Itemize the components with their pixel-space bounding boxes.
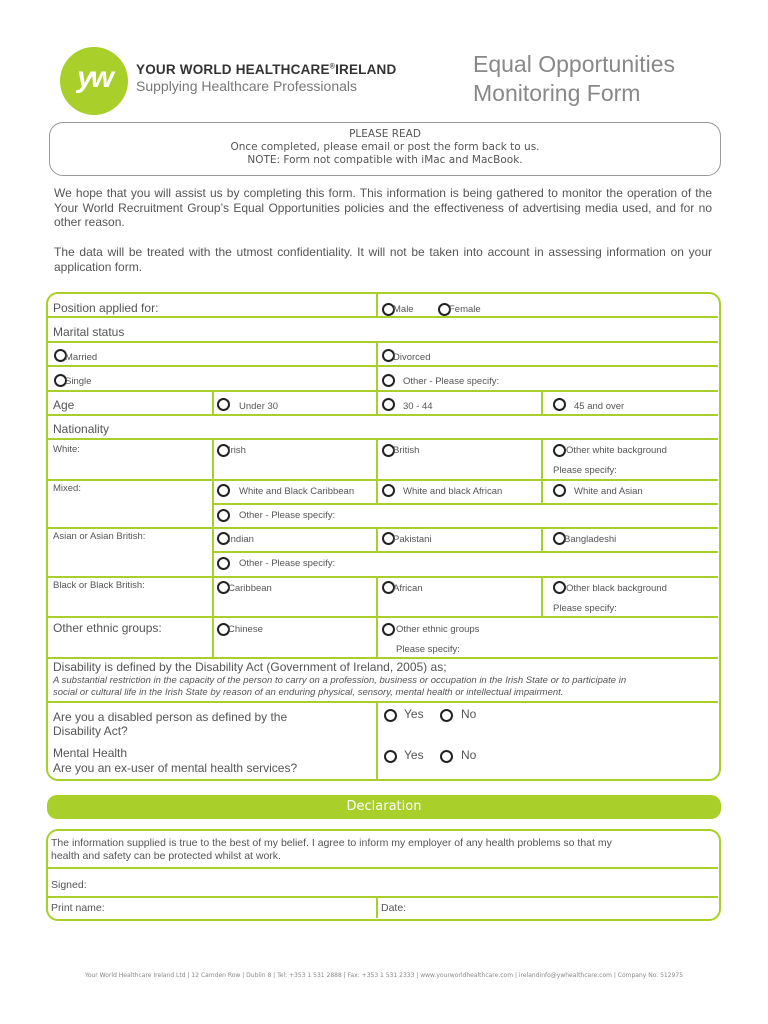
other-ethnic-radio[interactable] xyxy=(382,623,395,636)
other-white-radio[interactable] xyxy=(553,444,566,457)
asian-label: Asian or Asian British: xyxy=(53,531,146,542)
age30-44-radio[interactable] xyxy=(382,398,395,411)
under30-radio[interactable] xyxy=(217,398,230,411)
disabled-question: Disability Act? xyxy=(53,724,128,738)
mental-health-label: Mental Health xyxy=(53,746,128,760)
pakistani-label: Pakistani xyxy=(393,534,432,545)
disabled-yes-radio[interactable] xyxy=(384,709,397,722)
disabled-yes-label: Yes xyxy=(404,707,424,721)
declaration-text: health and safety can be protected whilst at work. xyxy=(51,850,281,862)
intro-paragraph: The data will be treated with the utmost confidentiality. It will not be taken into account in assessing information on your application form. xyxy=(54,245,712,274)
signed-field[interactable]: Signed: xyxy=(51,879,87,891)
mental-health-question: Are you an ex-user of mental health services? xyxy=(53,761,298,775)
married-label: Married xyxy=(65,352,98,363)
african-label: African xyxy=(393,583,423,594)
disabled-no-label: No xyxy=(461,707,477,721)
other-ethnic-groups-label: Other ethnic groups xyxy=(396,624,480,635)
notice-line: NOTE: Form not compatible with iMac and MacBook. xyxy=(247,154,523,166)
page-title: Equal Opportunities Monitoring Form xyxy=(473,51,676,106)
mixed-other-radio[interactable] xyxy=(217,509,230,522)
position-label: Position applied for: xyxy=(53,301,159,315)
notice-box xyxy=(49,122,721,176)
white-black-african-label: White and black African xyxy=(403,486,503,497)
intro-paragraph: We hope that you will assist us by completing this form. This information is being gathered to monitor the operation of the Your World Recruitment Group’s Equal Opportunities policies and the effectiveness of advertising media used, and for no other reason. xyxy=(54,186,712,229)
white-black-african-radio[interactable] xyxy=(382,484,395,497)
asian-other-radio[interactable] xyxy=(217,557,230,570)
white-black-caribbean-label: White and Black Caribbean xyxy=(239,486,355,497)
nationality-label: Nationality xyxy=(53,422,110,436)
disabled-question: Are you a disabled person as defined by the xyxy=(53,710,288,724)
white-asian-label: White and Asian xyxy=(574,486,643,497)
white-asian-radio[interactable] xyxy=(553,484,566,497)
age30-44-label: 30 - 44 xyxy=(403,401,433,412)
mental-no-label: No xyxy=(461,748,477,762)
other-ethnic-label: Other ethnic groups: xyxy=(53,621,162,635)
mixed-label: Mixed: xyxy=(53,483,81,494)
monitoring-form xyxy=(46,292,721,781)
caribbean-label: Caribbean xyxy=(228,583,272,594)
mental-no-radio[interactable] xyxy=(440,750,453,763)
black-label: Black or Black British: xyxy=(53,580,145,591)
white-specify-label: Please specify: xyxy=(553,465,617,476)
other-black-label: Other black background xyxy=(566,583,667,594)
marital-other-radio[interactable] xyxy=(382,374,395,387)
divorced-label: Divorced xyxy=(393,352,431,363)
date-field[interactable]: Date: xyxy=(381,902,407,914)
declaration-form xyxy=(46,829,721,921)
british-label: British xyxy=(393,445,420,456)
white-label: White: xyxy=(53,444,80,455)
other-black-radio[interactable] xyxy=(553,581,566,594)
print-name-field[interactable]: Print name: xyxy=(51,902,105,914)
asian-other-label: Other - Please specify: xyxy=(239,558,336,569)
brand-tagline: Supplying Healthcare Professionals xyxy=(136,78,358,94)
age45-label: 45 and over xyxy=(574,401,625,412)
declaration-header: Declaration xyxy=(47,795,721,819)
disability-text: social or cultural life in the Irish State by reason of an enduring physical, sensory, mental health or intellectual impairment. xyxy=(53,687,564,698)
marital-other-label: Other - Please specify: xyxy=(403,376,500,387)
declaration-text: The information supplied is true to the best of my belief. I agree to inform my employer of any health problems so that my xyxy=(51,837,612,849)
male-label: Male xyxy=(393,304,414,315)
bangladeshi-label: Bangladeshi xyxy=(564,534,617,545)
age-label: Age xyxy=(53,398,75,412)
white-black-caribbean-radio[interactable] xyxy=(217,484,230,497)
chinese-label: Chinese xyxy=(228,624,263,635)
footer-text: Your World Healthcare Ireland Ltd | 12 Camden Row | Dublin 8 | Tel: +353 1 531 2888 | Fax: +353 1 531 2333 | www.yourworldhealthcare.com | irelandinfo@ywhealthcare.com | Company No. 512975 xyxy=(84,972,684,979)
single-label: Single xyxy=(65,376,92,387)
disabled-no-radio[interactable] xyxy=(440,709,453,722)
age45-radio[interactable] xyxy=(553,398,566,411)
brand-name: YOUR WORLD HEALTHCARE®IRELAND xyxy=(136,62,397,77)
ethnic-specify-label: Please specify: xyxy=(396,644,460,655)
mental-yes-label: Yes xyxy=(404,748,424,762)
indian-label: Indian xyxy=(228,534,254,545)
mixed-other-label: Other - Please specify: xyxy=(239,510,336,521)
under30-label: Under 30 xyxy=(239,401,279,412)
notice-line: Once completed, please email or post the form back to us. xyxy=(230,141,540,153)
mental-yes-radio[interactable] xyxy=(384,750,397,763)
female-label: Female xyxy=(449,304,481,315)
disability-definition: Disability is defined by the Disability Act (Government of Ireland, 2005) as; xyxy=(53,660,447,674)
other-white-label: Other white background xyxy=(566,445,667,456)
disability-text: A substantial restriction in the capacity of the person to carry on a profession, business or occupation in the Irish State or to participate in xyxy=(53,675,627,686)
black-specify-label: Please specify: xyxy=(553,603,617,614)
notice-heading: PLEASE READ xyxy=(349,128,421,140)
irish-label: Irish xyxy=(228,445,246,456)
company-logo: yw xyxy=(60,47,128,115)
marital-status-label: Marital status xyxy=(53,325,125,339)
